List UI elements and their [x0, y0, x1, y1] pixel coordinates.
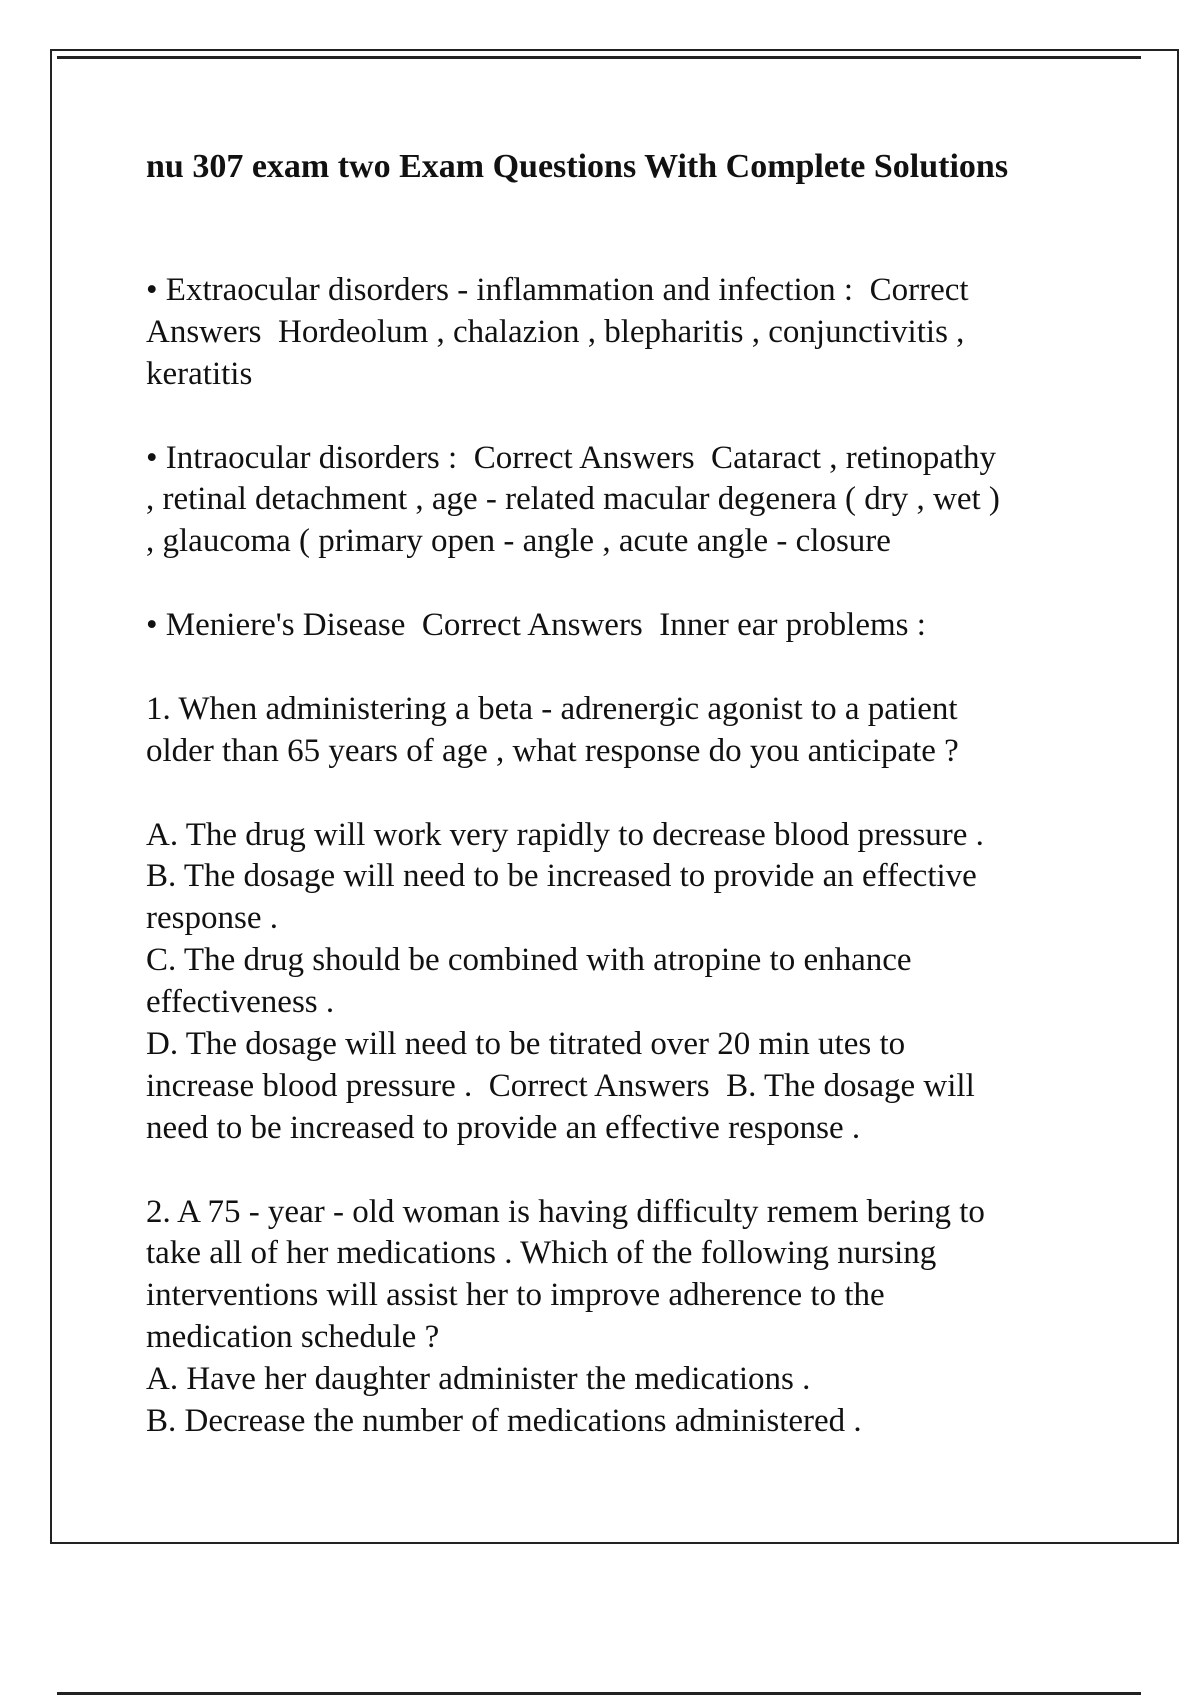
text-line: keratitis: [146, 355, 253, 392]
text-line: , glaucoma ( primary open - angle , acute angle - closure: [146, 523, 891, 560]
text-line: B. The dosage will need to be increased to provide an effective: [146, 858, 977, 895]
paragraph: [146, 689, 1000, 773]
text-line: older than 65 years of age , what response do you anticipate ?: [146, 732, 959, 769]
text-line: 2. A 75 - year - old woman is having difficulty remem bering to: [146, 1193, 985, 1230]
top-rule: [57, 56, 1141, 59]
paragraph: [146, 1192, 1000, 1443]
text-line: interventions will assist her to improve adherence to the: [146, 1277, 885, 1314]
text-line: B. Decrease the number of medications administered .: [146, 1403, 862, 1440]
text-line: • Intraocular disorders : Correct Answers Cataract , retinopathy: [146, 439, 997, 476]
paragraph: [146, 270, 1000, 396]
text-line: need to be increased to provide an effective response .: [146, 1109, 861, 1146]
document-title: nu 307 exam two Exam Questions With Complete Solutions: [146, 148, 1009, 185]
text-line: • Extraocular disorders - inflammation and infection : Correct: [146, 272, 969, 308]
paragraph: [146, 815, 1000, 1150]
paragraph: [146, 438, 1000, 564]
text-line: C. The drug should be combined with atropine to enhance: [146, 942, 912, 979]
text-line: take all of her medications . Which of the following nursing: [146, 1235, 937, 1272]
text-line: , retinal detachment , age - related macular degenera ( dry , wet ): [146, 481, 1000, 518]
text-line: D. The dosage will need to be titrated over 20 min utes to: [146, 1026, 906, 1063]
text-line: increase blood pressure . Correct Answers B. The dosage will: [146, 1067, 975, 1104]
text-line: Answers Hordeolum , chalazion , blepharitis , conjunctivitis ,: [146, 313, 965, 350]
text-line: response .: [146, 900, 278, 937]
text-line: medication schedule ?: [146, 1319, 440, 1356]
text-line: A. Have her daughter administer the medications .: [146, 1361, 811, 1398]
bottom-rule: [57, 1692, 1141, 1695]
text-line: effectiveness .: [146, 984, 335, 1021]
text-line: A. The drug will work very rapidly to decrease blood pressure .: [146, 816, 984, 853]
text-line: 1. When administering a beta - adrenergic agonist to a patient: [146, 690, 958, 727]
document-body: [146, 270, 1000, 1485]
text-line: • Meniere's Disease Correct Answers Inner ear problems :: [146, 607, 926, 644]
paragraph: [146, 605, 1000, 647]
